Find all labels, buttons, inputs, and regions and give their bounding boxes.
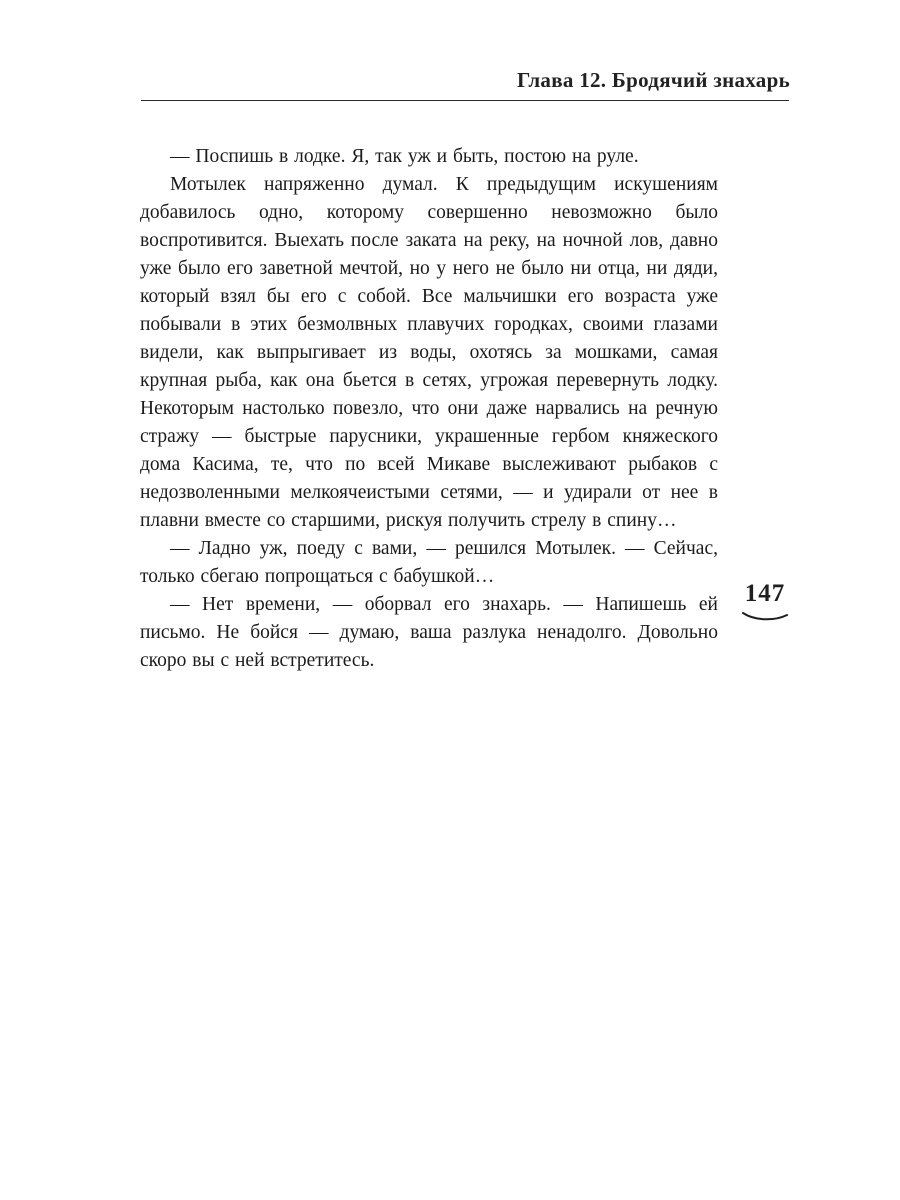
page-number-block xyxy=(735,580,795,622)
header-rule xyxy=(141,100,789,101)
page-number: 147 xyxy=(744,580,786,607)
chapter-header: Глава 12. Бродячий знахарь xyxy=(517,68,790,92)
paragraph-3: — Ладно уж, поеду с вами, — решился Мотылек. — Сейчас, только сбегаю попрощаться с бабушкой… xyxy=(140,538,718,587)
paragraph-1: — Поспишь в лодке. Я, так уж и быть, постою на руле. xyxy=(170,146,639,167)
paragraph-4: — Нет времени, — оборвал его знахарь. — Напишешь ей письмо. Не бойся — думаю, ваша разлука ненадолго. Довольно скоро вы с ней встретитесь. xyxy=(140,594,718,671)
page-number-flourish-icon xyxy=(741,610,789,622)
body-text xyxy=(140,143,718,675)
paragraph-2: Мотылек напряженно думал. К предыдущим искушениям добавилось одно, которому совершенно невозможно было воспротивится. Выехать после заката на реку, на ночной лов, давно уже было его заветной мечтой, но у него не было ни отца, ни дяди, который взял бы его с собой. Все мальчишки его возраста уже побывали в этих безмолвных плавучих городках, своими глазами видели, как выпрыгивает из воды, охотясь за мошками, самая крупная рыба, как она бьется в сетях, угрожая перевернуть лодку. Некоторым настолько повезло, что они даже нарвались на речную стражу — быстрые парусники, украшенные гербом княжеского дома Касима, те, что по всей Микаве выслеживают рыбаков с недозволенными мелкоячеистыми сетями, — и удирали от нее в плавни вместе со старшими, рискуя получить стрелу в спину… xyxy=(140,174,718,531)
